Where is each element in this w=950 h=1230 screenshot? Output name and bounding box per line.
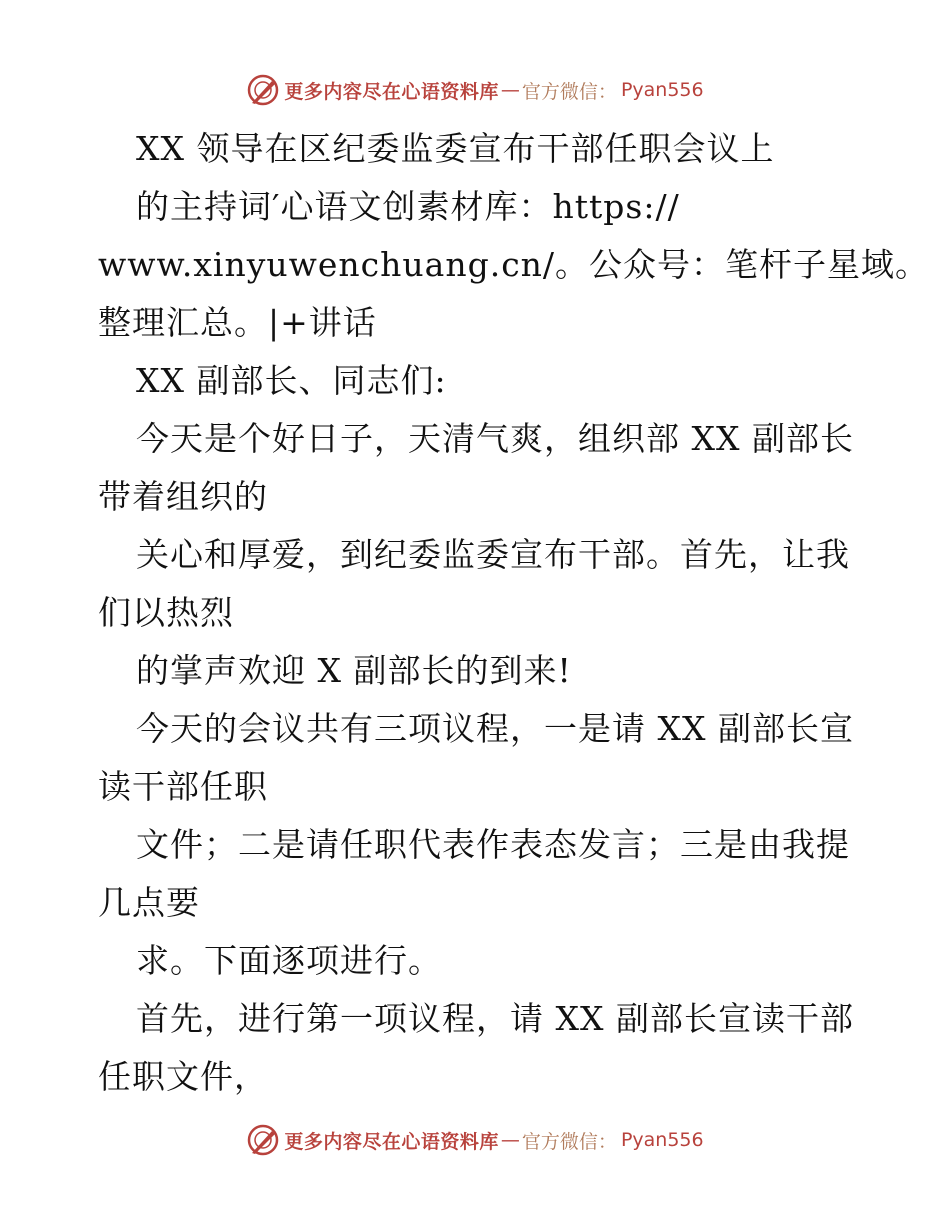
pen-logo-icon xyxy=(246,73,280,107)
text-line: 关心和厚爱，到纪委监委宣布干部。首先，让我 xyxy=(136,535,850,574)
watermark-wechat-label: 官方微信： xyxy=(521,80,617,103)
watermark-main-text: 更多内容尽在心语资料库 xyxy=(284,1130,499,1153)
text-line: XX 副部长、同志们: xyxy=(136,361,447,400)
pen-logo-icon xyxy=(246,1123,280,1157)
header-watermark xyxy=(0,70,950,110)
document-body xyxy=(98,120,930,1106)
watermark-wechat-label: 官方微信： xyxy=(521,1130,617,1153)
watermark-dash: — xyxy=(500,1129,520,1151)
watermark-main-text: 更多内容尽在心语资料库 xyxy=(284,80,499,103)
text-line: 读干部任职 xyxy=(98,767,268,806)
text-line: 带着组织的 xyxy=(98,477,268,516)
text-line: 的主持词′心语文创素材库：https:// xyxy=(136,187,680,226)
text-line: 今天是个好日子，天清气爽，组织部 XX 副部长 xyxy=(136,419,854,458)
watermark-wechat-id: Pyan556 xyxy=(620,1129,704,1151)
text-line: XX 领导在区纪委监委宣布干部任职会议上 xyxy=(136,129,775,168)
watermark-wechat-id: Pyan556 xyxy=(620,79,704,101)
text-line: 求。下面逐项进行。 xyxy=(136,941,442,980)
text-line: 的掌声欢迎 X 副部长的到来! xyxy=(136,651,572,690)
text-line: 今天的会议共有三项议程，一是请 XX 副部长宣 xyxy=(136,709,854,748)
text-line: www.xinyuwenchuang.cn/。公众号：笔杆子星域。 xyxy=(98,245,930,284)
text-line: 几点要 xyxy=(98,883,200,922)
footer-watermark xyxy=(0,1120,950,1160)
watermark-dash: — xyxy=(500,79,520,101)
text-line: 整理汇总。|+讲话 xyxy=(98,303,377,342)
text-line: 们以热烈 xyxy=(98,593,234,632)
text-line: 任职文件， xyxy=(98,1057,268,1096)
text-line: 首先，进行第一项议程，请 XX 副部长宣读干部 xyxy=(136,999,854,1038)
text-line: 文件；二是请任职代表作表态发言；三是由我提 xyxy=(136,825,850,864)
